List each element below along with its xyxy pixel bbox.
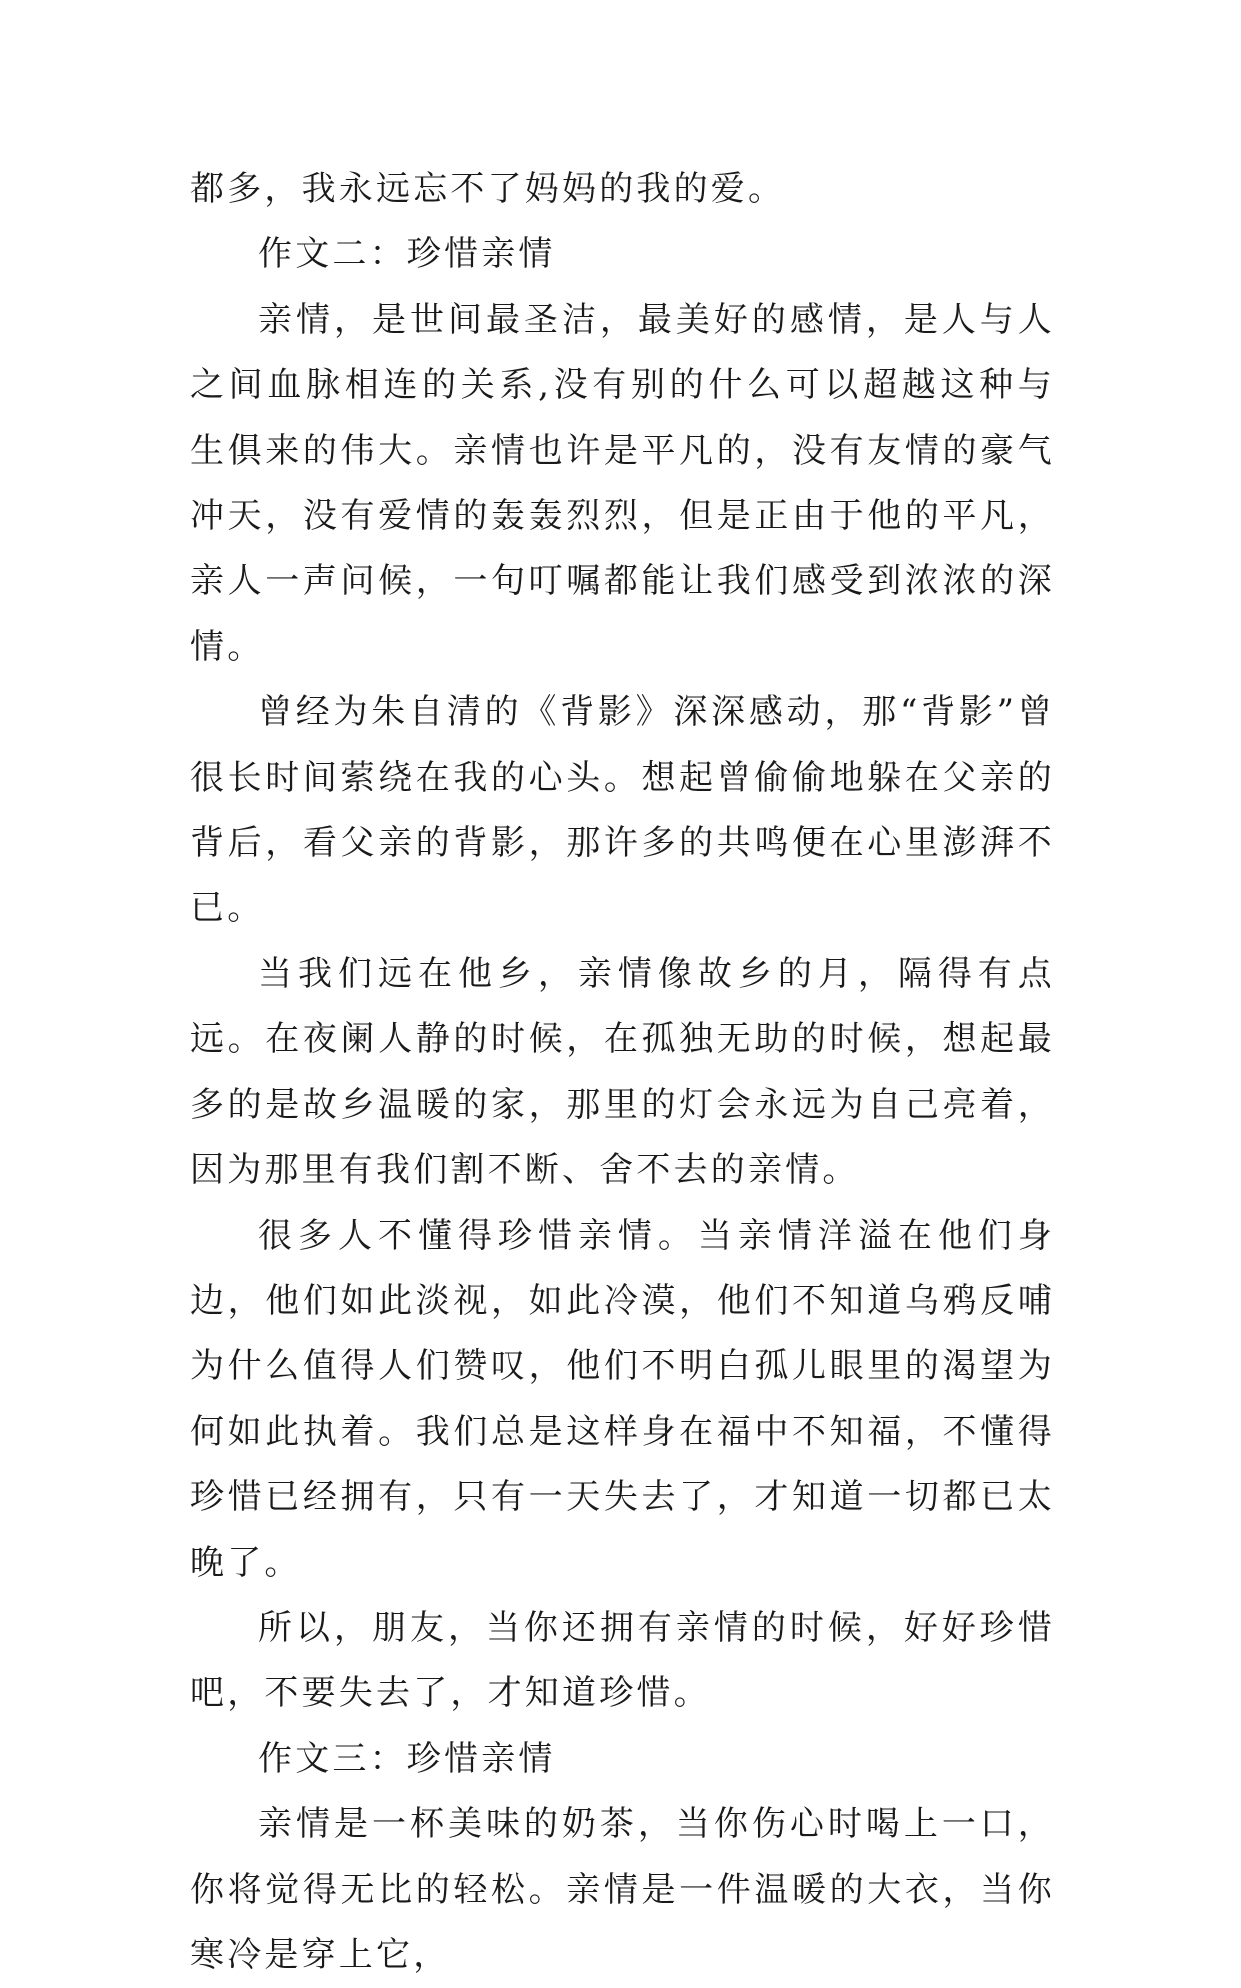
essay-heading-2: 作文二：珍惜亲情 (258, 234, 556, 275)
essay-heading-3: 作文三：珍惜亲情 (258, 1738, 556, 1779)
paragraph-continuation: 都多，我永远忘不了妈妈的我的爱。 (190, 169, 786, 209)
paragraph: 很多人不懂得珍惜亲情。当亲情洋溢在他们身边，他们如此淡视，如此冷漠，他们不知道乌鸦反哺为什么值得人们赞叹，他们不明白孤儿眼里的渴望为何如此执着。我们总是这样身在福中不知福，不懂得珍惜已经拥有，只有一天失去了，才知道一切都已太晚了。 (190, 1215, 1055, 1583)
paragraph: 当我们远在他乡，亲情像故乡的月，隔得有点远。在夜阑人静的时候，在孤独无助的时候，想起最多的是故乡温暖的家，那里的灯会永远为自己亮着，因为那里有我们割不断、舍不去的亲情。 (190, 953, 1055, 1191)
paragraph: 所以，朋友，当你还拥有亲情的时候，好好珍惜吧，不要失去了，才知道珍惜。 (190, 1607, 1055, 1714)
document-body (190, 157, 1055, 1988)
paragraph: 亲情，是世间最圣洁，最美好的感情，是人与人之间血脉相连的关系,没有别的什么可以超越这种与生俱来的伟大。亲情也许是平凡的，没有友情的豪气冲天，没有爱情的轰轰烈烈，但是正由于他的平凡，亲人一声问候，一句叮嘱都能让我们感受到浓浓的深情。 (190, 299, 1055, 667)
paragraph: 曾经为朱自清的《背影》深深感动，那“背影”曾很长时间萦绕在我的心头。想起曾偷偷地躲在父亲的背后，看父亲的背影，那许多的共鸣便在心里澎湃不已。 (190, 692, 1055, 929)
paragraph: 亲情是一杯美味的奶茶，当你伤心时喝上一口，你将觉得无比的轻松。亲情是一件温暖的大衣，当你寒冷是穿上它， (190, 1804, 1055, 1975)
